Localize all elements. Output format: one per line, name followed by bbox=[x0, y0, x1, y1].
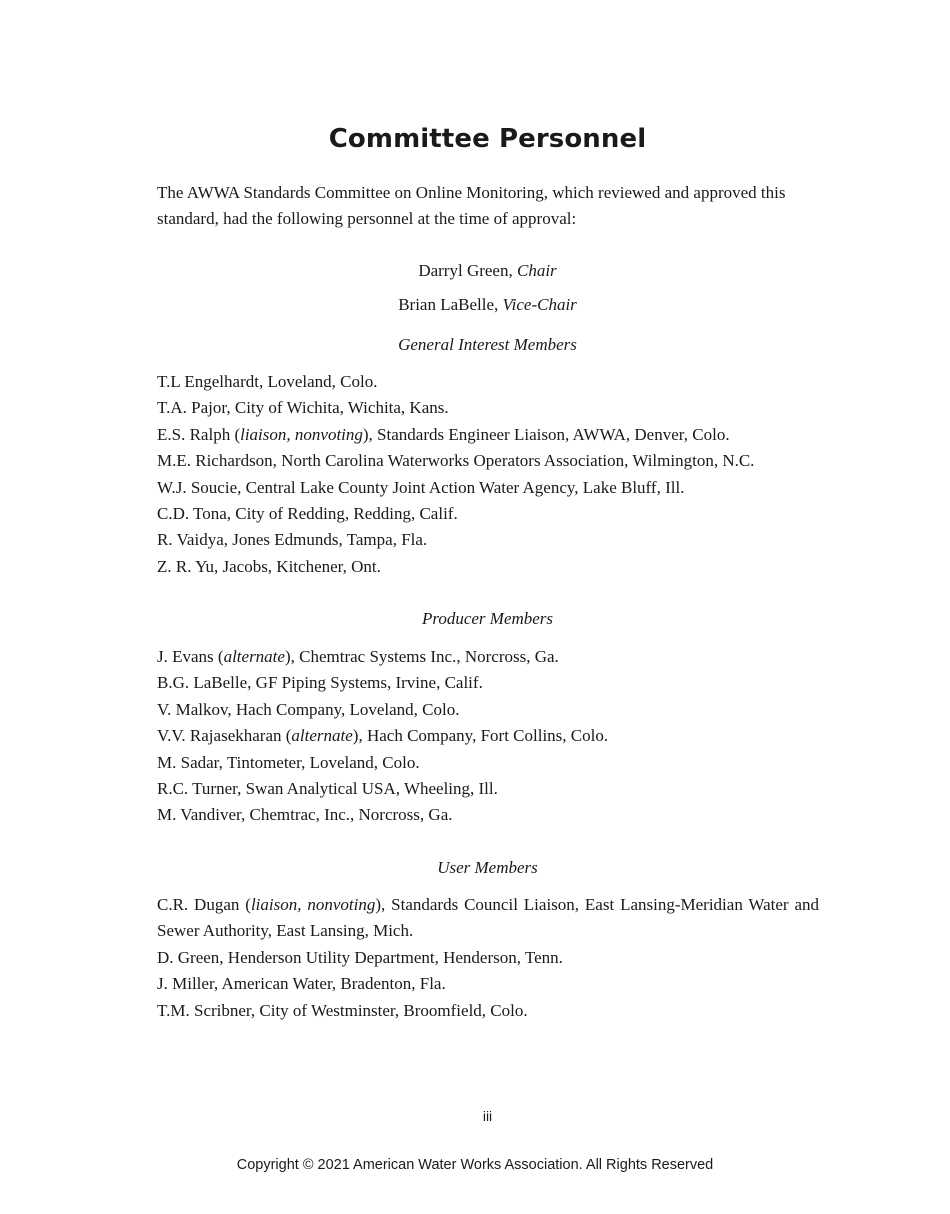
member-item: T.M. Scribner, City of Westminster, Broomfield, Colo. bbox=[157, 1000, 528, 1020]
member-item: R. Vaidya, Jones Edmunds, Tampa, Fla. bbox=[157, 530, 428, 550]
member-item: D. Green, Henderson Utility Department, Henderson, Tenn. bbox=[157, 947, 563, 967]
member-item: E.S. Ralph (liaison, nonvoting), Standards Engineer Liaison, AWWA, Denver, Colo. bbox=[157, 424, 730, 444]
section-heading-producer: Producer Members bbox=[421, 609, 554, 628]
member-item: T.A. Pajor, City of Wichita, Wichita, Kans. bbox=[157, 398, 449, 418]
member-item: M.E. Richardson, North Carolina Waterworks Operators Association, Wilmington, N.C. bbox=[157, 451, 755, 471]
member-item: M. Vandiver, Chemtrac, Inc., Norcross, Ga. bbox=[157, 805, 453, 825]
member-item: V. Malkov, Hach Company, Loveland, Colo. bbox=[157, 699, 460, 719]
member-item: W.J. Soucie, Central Lake County Joint Action Water Agency, Lake Bluff, Ill. bbox=[157, 477, 685, 497]
general-interest-member-list bbox=[157, 369, 819, 580]
member-item: R.C. Turner, Swan Analytical USA, Wheeling, Ill. bbox=[157, 779, 498, 799]
user-member-list bbox=[157, 892, 819, 1024]
producer-member-list bbox=[157, 644, 819, 829]
chair-line bbox=[0, 260, 950, 282]
member-item: Z. R. Yu, Jacobs, Kitchener, Ont. bbox=[157, 556, 381, 576]
vice-chair-line bbox=[0, 294, 950, 316]
page-number: iii bbox=[482, 1108, 493, 1124]
vice-chair-role: Vice-Chair bbox=[502, 295, 577, 314]
member-item: B.G. LaBelle, GF Piping Systems, Irvine, Calif. bbox=[157, 673, 483, 693]
member-item: J. Miller, American Water, Bradenton, Fla. bbox=[157, 974, 446, 994]
copyright-footer: Copyright © 2021 American Water Works Association. All Rights Reserved bbox=[236, 1157, 714, 1173]
page-title: Committee Personnel bbox=[328, 124, 647, 154]
vice-chair-name: Brian LaBelle, bbox=[398, 295, 503, 314]
member-item: V.V. Rajasekharan (alternate), Hach Company, Fort Collins, Colo. bbox=[157, 726, 609, 746]
member-item: M. Sadar, Tintometer, Loveland, Colo. bbox=[157, 752, 420, 772]
section-heading-general-interest: General Interest Members bbox=[398, 335, 577, 354]
section-heading-user: User Members bbox=[437, 858, 538, 877]
member-item: J. Evans (alternate), Chemtrac Systems Inc., Norcross, Ga. bbox=[157, 647, 559, 666]
member-item: T.L Engelhardt, Loveland, Colo. bbox=[157, 372, 378, 391]
chair-name: Darryl Green, bbox=[418, 261, 517, 280]
member-item: C.R. Dugan (liaison, nonvoting), Standards Council Liaison, East Lansing-Meridian Water and Sewer Authority, East Lansing, Mich. bbox=[157, 895, 819, 941]
intro-paragraph: The AWWA Standards Committee on Online Monitoring, which reviewed and approved this standard, had the following personnel at the time of approval: bbox=[157, 183, 786, 228]
chair-role: Chair bbox=[516, 261, 557, 280]
member-item: C.D. Tona, City of Redding, Redding, Calif. bbox=[157, 504, 458, 524]
